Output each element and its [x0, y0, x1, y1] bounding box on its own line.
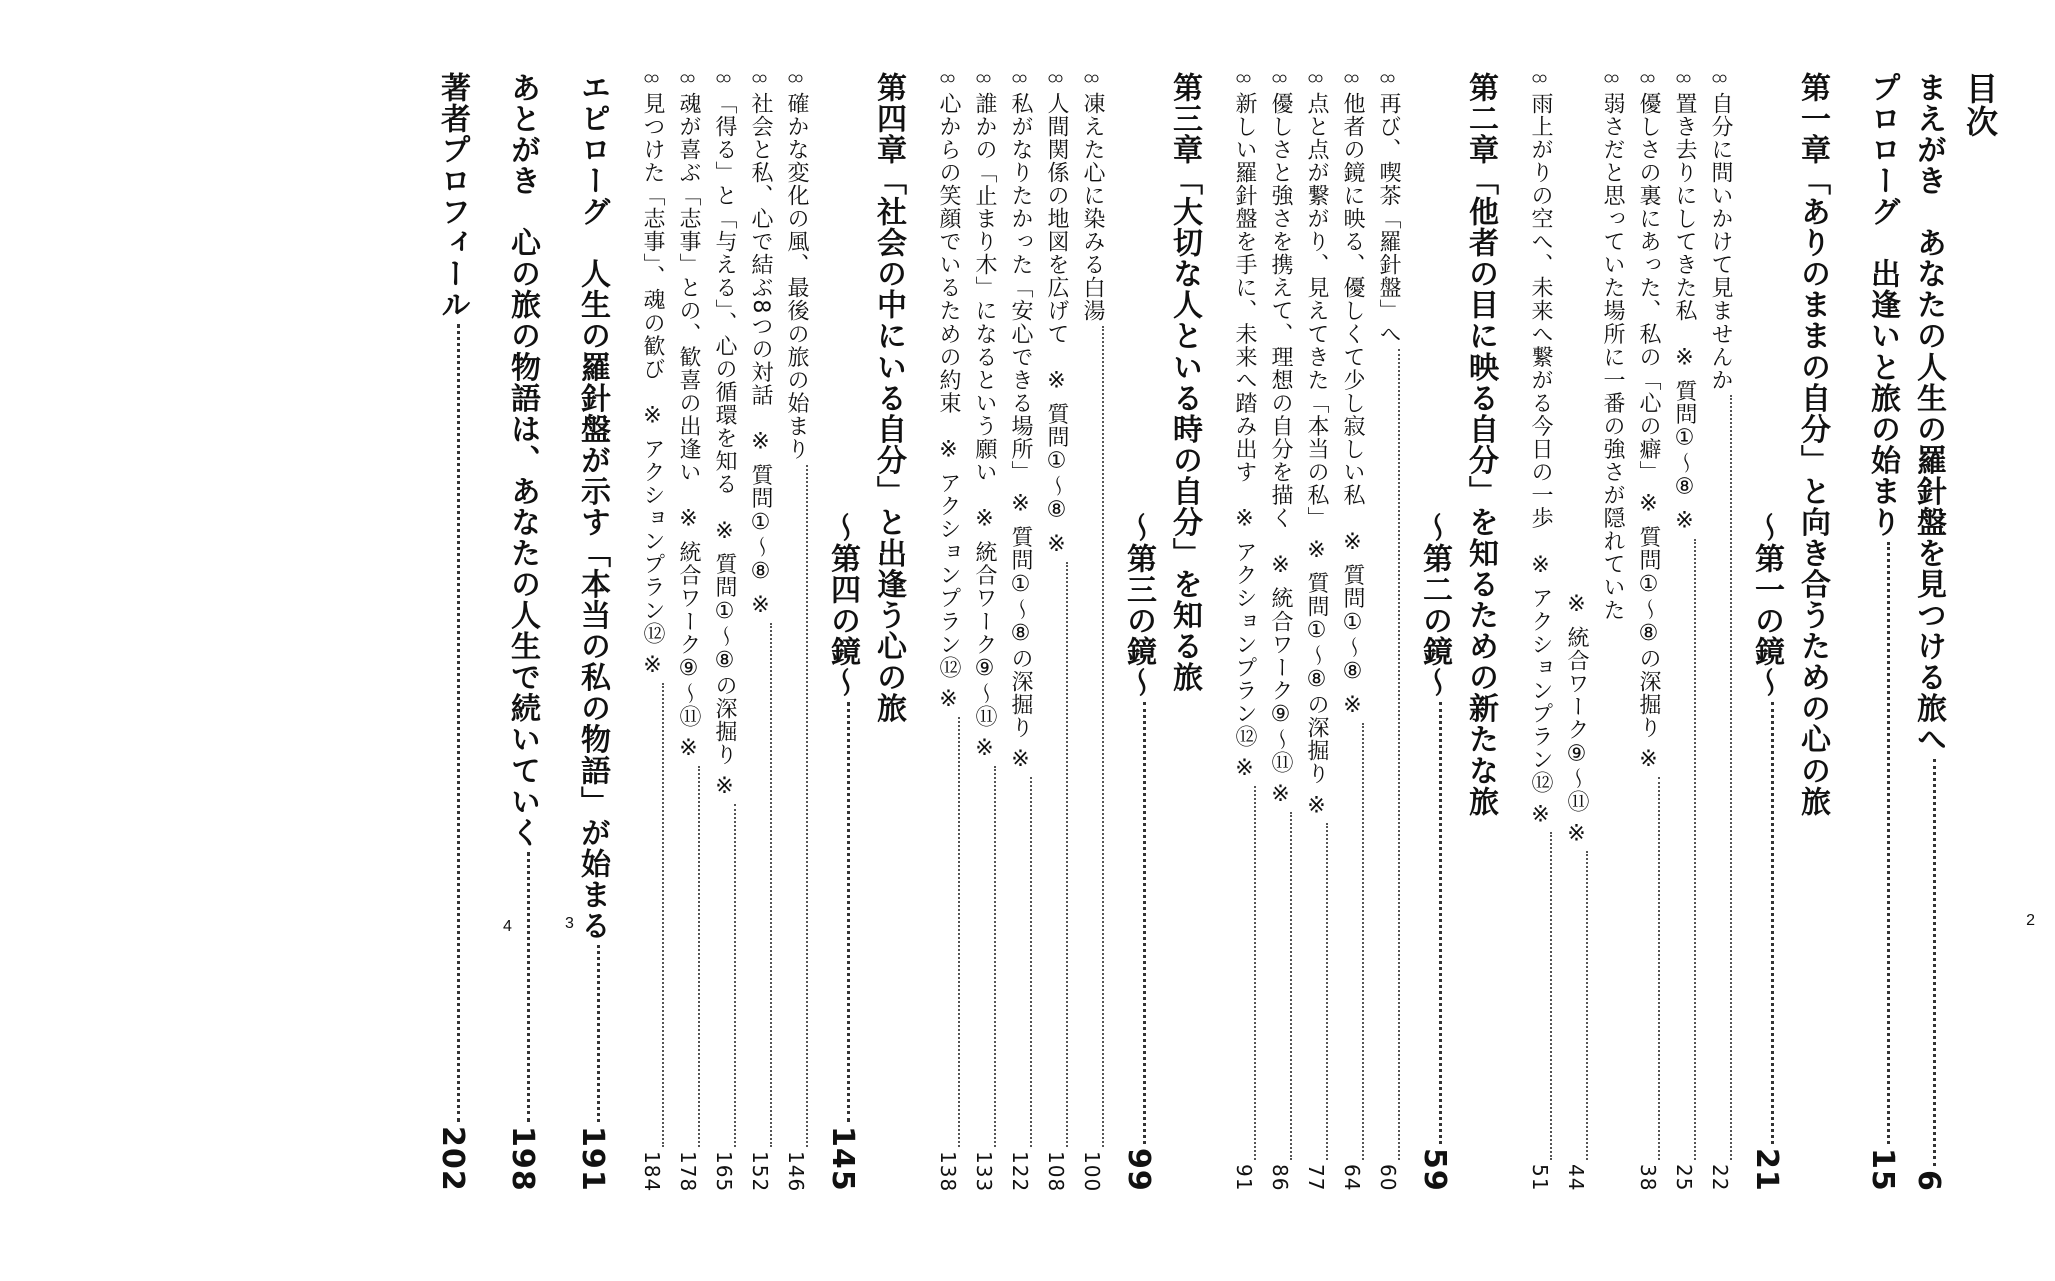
toc-entry-sub: [1524, 72, 1560, 1192]
toc-entry-text: 自分に問いかけて見ませんか: [1708, 91, 1733, 392]
dot-leader: [1668, 539, 1696, 1161]
dot-leader: [1040, 562, 1068, 1147]
dot-leader: [636, 683, 664, 1147]
toc-page-number: 145: [825, 1126, 860, 1192]
toc-entry-sub: [1228, 72, 1264, 1192]
toc-page-number: 133: [972, 1150, 996, 1192]
toc-entry-sub: [1004, 72, 1040, 1192]
toc-entry-text: 置き去りにしてきた私 ※ 質問①〜⑧ ※: [1672, 91, 1697, 535]
toc-entry-sub: [1372, 72, 1408, 1192]
toc-page-number: 86: [1268, 1164, 1292, 1192]
toc-page-number: 191: [575, 1126, 610, 1192]
toc-entry-text: 優しさと強さを携えて、理想の自分を描く ※ 統合ワーク⑨〜⑪ ※: [1268, 91, 1293, 809]
toc-entry-text: 雨上がりの空へ、未来へ繋がる今日の一歩 ※ アクションプラン⑫ ※: [1528, 91, 1553, 829]
mirror-indent: [1112, 72, 1158, 512]
toc-entry-text: 〜第四の鏡〜: [825, 512, 860, 699]
toc-entry-sub: [744, 72, 780, 1192]
toc-entry-mirror: [816, 72, 862, 1192]
toc-entry-mirror: [1408, 72, 1454, 1192]
toc-page-number: 21: [1749, 1148, 1784, 1192]
toc-entry-text: 〜第二の鏡〜: [1417, 512, 1452, 699]
bookmark-ribbon-icon: 𝟾: [972, 72, 996, 86]
toc-entry-sub: [932, 72, 968, 1192]
toc-entry-sub: [1632, 72, 1668, 1192]
bookmark-ribbon-icon: 𝟾: [1528, 72, 1552, 86]
dot-leader: [968, 766, 996, 1147]
dot-leader: [566, 945, 600, 1122]
page-number-2: 2: [2026, 912, 2035, 929]
toc-page-number: 25: [1672, 1164, 1696, 1192]
toc-entry-major: [426, 72, 472, 1192]
toc-entry-text: 私がなりたかった「安心できる場所」 ※ 質問①〜⑧の深掘り ※: [1008, 91, 1033, 774]
toc-page-number: 99: [1121, 1148, 1156, 1192]
toc-entry-major: [566, 72, 612, 1192]
toc-page-number: 60: [1376, 1164, 1400, 1192]
toc-entry-text: 著者プロフィール: [435, 72, 470, 321]
toc-entry-text: 他者の鏡に映る、優しくて少し寂しい私 ※ 質問①〜⑧ ※: [1340, 91, 1365, 719]
toc-page-number: 165: [712, 1150, 736, 1192]
dot-leader: [1228, 786, 1256, 1160]
toc-page-number: 91: [1232, 1164, 1256, 1192]
dot-leader: [672, 766, 700, 1147]
toc-entry-text: 確かな変化の風、最後の旅の始まり: [784, 91, 809, 461]
toc-page-number: 184: [640, 1150, 664, 1192]
toc-entry-sub: [708, 72, 744, 1192]
toc-entry-mirror: [1112, 72, 1158, 1192]
bookmark-ribbon-icon: 𝟾: [1268, 72, 1292, 86]
toc-entry-text: 社会と私、心で結ぶ8つの対話 ※ 質問①〜⑧ ※: [748, 91, 773, 619]
bookmark-ribbon-icon: 𝟾: [640, 72, 664, 86]
toc-entry-chapter: [1454, 72, 1500, 1192]
toc-entry-sub: [1336, 72, 1372, 1192]
dot-leader: [1004, 777, 1032, 1147]
toc-entry-mirror: [1740, 72, 1786, 1192]
toc-entry-text: 〜第三の鏡〜: [1121, 512, 1156, 699]
dot-leader: [744, 623, 772, 1147]
dot-leader: [1076, 326, 1104, 1146]
dot-leader: [1740, 702, 1774, 1144]
toc-title-row: [1948, 72, 2000, 1192]
dot-leader: [1408, 702, 1442, 1144]
bookmark-ribbon-icon: 𝟾: [748, 72, 772, 86]
bookmark-ribbon-icon: 𝟾: [1008, 72, 1032, 86]
bookmark-ribbon-icon: 𝟾: [1600, 72, 1624, 86]
toc-entry-text: プロローグ 出逢いと旅の始まり: [1865, 72, 1900, 538]
toc-page-number: 51: [1528, 1164, 1552, 1192]
toc-title: 目次: [1961, 72, 1999, 139]
dot-leader: [932, 717, 960, 1147]
toc-entry-text: あとがき 心の旅の物語は、あなたの人生で続いていく: [505, 72, 540, 848]
bookmark-ribbon-icon: 𝟾: [1304, 72, 1328, 86]
toc-page-number: 59: [1417, 1148, 1452, 1192]
bookmark-ribbon-icon: 𝟾: [1672, 72, 1696, 86]
column-spacer: [1832, 72, 1856, 1192]
mirror-indent: [1408, 72, 1454, 512]
toc-entry-text: 誰かの「止まり木」になるという願い ※ 統合ワーク⑨〜⑪ ※: [972, 91, 997, 763]
dot-leader: [816, 702, 850, 1122]
table-of-contents: [426, 72, 2000, 1192]
toc-page-number: 22: [1708, 1164, 1732, 1192]
bookmark-ribbon-icon: 𝟾: [784, 72, 808, 86]
toc-page-number: 146: [784, 1150, 808, 1192]
toc-entry-major: [496, 72, 542, 1192]
toc-entry-sub: [636, 72, 672, 1192]
dot-leader: [1560, 851, 1588, 1160]
bookmark-ribbon-icon: 𝟾: [1376, 72, 1400, 86]
toc-page-number: 152: [748, 1150, 772, 1192]
toc-entry-text: 「得る」と「与える」、心の循環を知る ※ 質問①〜⑧の深掘り ※: [712, 91, 737, 801]
toc-entry-text: ※ 統合ワーク⑨〜⑪ ※: [1564, 592, 1589, 848]
bookmark-ribbon-icon: 𝟾: [1340, 72, 1364, 86]
toc-entry-sub: [672, 72, 708, 1192]
toc-entry-text: エピローグ 人生の羅針盤が示す「本当の私の物語」が始まる: [575, 72, 610, 942]
toc-entry-sub: [1704, 72, 1740, 1192]
toc-entry-sub: [780, 72, 816, 1192]
bookmark-ribbon-icon: 𝟾: [712, 72, 736, 86]
bookmark-ribbon-icon: 𝟾: [1708, 72, 1732, 86]
toc-entry-text: 再び、喫茶「羅針盤」へ: [1376, 91, 1401, 346]
toc-entry-text: 新しい羅針盤を手に、未来へ踏み出す ※ アクションプラン⑫ ※: [1232, 91, 1257, 783]
toc-page-number: 202: [435, 1126, 470, 1192]
toc-entry-major: [1902, 72, 1948, 1192]
toc-entry-chapter: [862, 72, 908, 1192]
toc-entry-text: 優しさの裏にあった、私の「心の癖」 ※ 質問①〜⑧の深掘り ※: [1636, 91, 1661, 774]
toc-page-number: 77: [1304, 1164, 1328, 1192]
mirror-indent: [1740, 72, 1786, 512]
toc-page-number: 64: [1340, 1164, 1364, 1192]
dot-leader: [1300, 823, 1328, 1160]
toc-page-number: 108: [1044, 1150, 1068, 1192]
toc-page-number: 100: [1080, 1150, 1104, 1192]
column-spacer: [542, 72, 566, 1192]
column-spacer: [472, 72, 496, 1192]
bookmark-ribbon-icon: 𝟾: [1636, 72, 1660, 86]
toc-entry-sub: [1040, 72, 1076, 1192]
dot-leader: [1524, 832, 1552, 1160]
toc-entry-text: 第四章「社会の中にいる自分」と出逢う心の旅: [871, 72, 906, 724]
dot-leader: [1632, 777, 1660, 1160]
toc-entry-chapter: [1158, 72, 1204, 1192]
toc-entry-sub: [1300, 72, 1336, 1192]
dot-leader: [1856, 542, 1890, 1145]
toc-entry-sub: [1668, 72, 1704, 1192]
toc-page-number: 178: [676, 1150, 700, 1192]
bookmark-ribbon-icon: 𝟾: [1044, 72, 1068, 86]
toc-entry-text: 第一章「ありのままの自分」と向き合うための心の旅: [1795, 72, 1830, 817]
dot-leader: [708, 804, 736, 1147]
toc-page-number: 122: [1008, 1150, 1032, 1192]
toc-entry-sub: [1076, 72, 1112, 1192]
page-number-3: 3: [565, 915, 574, 932]
toc-entry-text: 点と点が繋がり、見えてきた「本当の私」 ※ 質問①〜⑧の深掘り ※: [1304, 91, 1329, 820]
dot-leader: [1372, 349, 1400, 1160]
dot-leader: [1264, 812, 1292, 1160]
dot-leader: [496, 852, 530, 1122]
dot-leader: [780, 465, 808, 1147]
toc-entry-text: まえがき あなたの人生の羅針盤を見つける旅へ: [1911, 72, 1946, 755]
continuation-indent: [1560, 72, 1596, 592]
dot-leader: [1112, 702, 1146, 1144]
bookmark-ribbon-icon: 𝟾: [1232, 72, 1256, 86]
toc-entry-text: 第三章「大切な人といる時の自分」を知る旅: [1167, 72, 1202, 693]
toc-entry-text: 凍えた心に染みる白湯: [1080, 91, 1105, 323]
toc-page-number: 38: [1636, 1164, 1660, 1192]
toc-entry-text: 魂が喜ぶ「志事」との、歓喜の出逢い ※ 統合ワーク⑨〜⑪ ※: [676, 91, 701, 763]
toc-entry-text: 〜第一の鏡〜: [1749, 512, 1784, 699]
bookmark-ribbon-icon: 𝟾: [1080, 72, 1104, 86]
toc-entry-sub: [968, 72, 1004, 1192]
dot-leader: [1902, 759, 1936, 1166]
toc-entry-text: 心からの笑顔でいるための約束 ※ アクションプラン⑫ ※: [936, 91, 961, 713]
page-number-4: 4: [503, 918, 512, 935]
toc-entry-major: [1856, 72, 1902, 1192]
toc-entry-text: 見つけた「志事」、魂の歓び ※ アクションプラン⑫ ※: [640, 91, 665, 679]
toc-entry-cont: [1560, 72, 1596, 1192]
toc-page-number: 138: [936, 1150, 960, 1192]
mirror-indent: [816, 72, 862, 512]
toc-page-number: 198: [505, 1126, 540, 1192]
toc-entry-text: 第二章「他者の目に映る自分」を知るための新たな旅: [1463, 72, 1498, 817]
dot-leader: [1336, 723, 1364, 1160]
toc-entry-text: 弱さだと思っていた場所に一番の強さが隠れていた: [1600, 91, 1625, 622]
toc-entry-chapter: [1786, 72, 1832, 1192]
bookmark-ribbon-icon: 𝟾: [936, 72, 960, 86]
dot-leader: [426, 324, 460, 1122]
toc-entry-text: 人間関係の地図を広げて ※ 質問①〜⑧ ※: [1044, 91, 1069, 558]
toc-page-number: 15: [1865, 1148, 1900, 1192]
toc-entry-sub: [1596, 72, 1632, 1192]
toc-page-number: 6: [1911, 1170, 1946, 1192]
bookmark-ribbon-icon: 𝟾: [676, 72, 700, 86]
toc-page-number: 44: [1564, 1164, 1588, 1192]
dot-leader: [1704, 395, 1732, 1160]
toc-entry-sub: [1264, 72, 1300, 1192]
